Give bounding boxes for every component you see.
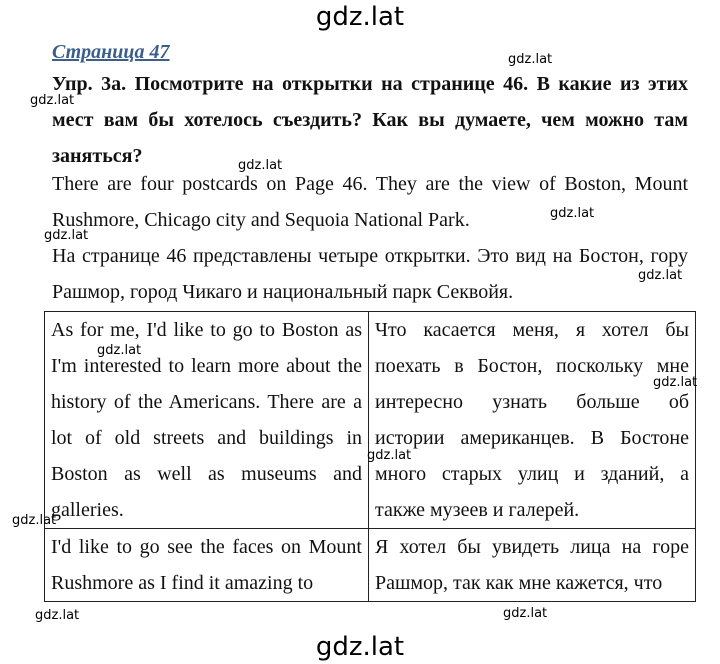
watermark: gdz.lat [12, 513, 57, 528]
table-cell-ru: Что касается меня, я хотел бы поехать в Бостон, поскольку мне интересно узнать больше об истории американцев. В Бостоне много старых улиц и зданий, а также музеев и галерей. [369, 312, 696, 529]
task-text: Упр. 3а. Посмотрите на открытки на странице 46. В какие из этих мест вам бы хотелось съездить? Как вы думаете, чем можно там заняться? [52, 73, 688, 167]
site-footer: gdz.lat [315, 632, 405, 662]
watermark: gdz.lat [653, 375, 698, 390]
table-cell-en: As for me, I'd like to go to Boston as I'm interested to learn more about the history of the Americans. There are a lot of old streets and buildings in Boston as well as museums and galleries. [45, 312, 369, 529]
watermark: gdz.lat [44, 228, 89, 243]
table-cell-ru: Я хотел бы увидеть лица на горе Рашмор, так как мне кажется, что [369, 529, 696, 602]
page-heading: Страница 47 [52, 41, 170, 63]
paragraph-ru: На странице 46 представлены четыре открытки. Это вид на Бостон, гору Рашмор, город Чикаго и национальный парк Секвойя. [52, 245, 688, 303]
watermark: gdz.lat [367, 448, 412, 463]
watermark: gdz.lat [508, 52, 553, 67]
watermark: gdz.lat [638, 268, 683, 283]
watermark: gdz.lat [238, 158, 283, 173]
watermark: gdz.lat [503, 606, 548, 621]
paragraph-en: There are four postcards on Page 46. They are the view of Boston, Mount Rushmore, Chicago city and Sequoia National Park. [52, 173, 688, 231]
watermark: gdz.lat [550, 206, 595, 221]
table-row [45, 312, 696, 529]
table-cell-en: I'd like to go see the faces on Mount Rushmore as I find it amazing to [45, 529, 369, 602]
table-row [45, 529, 696, 602]
watermark: gdz.lat [30, 93, 75, 108]
watermark: gdz.lat [35, 608, 80, 623]
watermark: gdz.lat [97, 343, 142, 358]
site-header: gdz.lat [315, 2, 405, 32]
